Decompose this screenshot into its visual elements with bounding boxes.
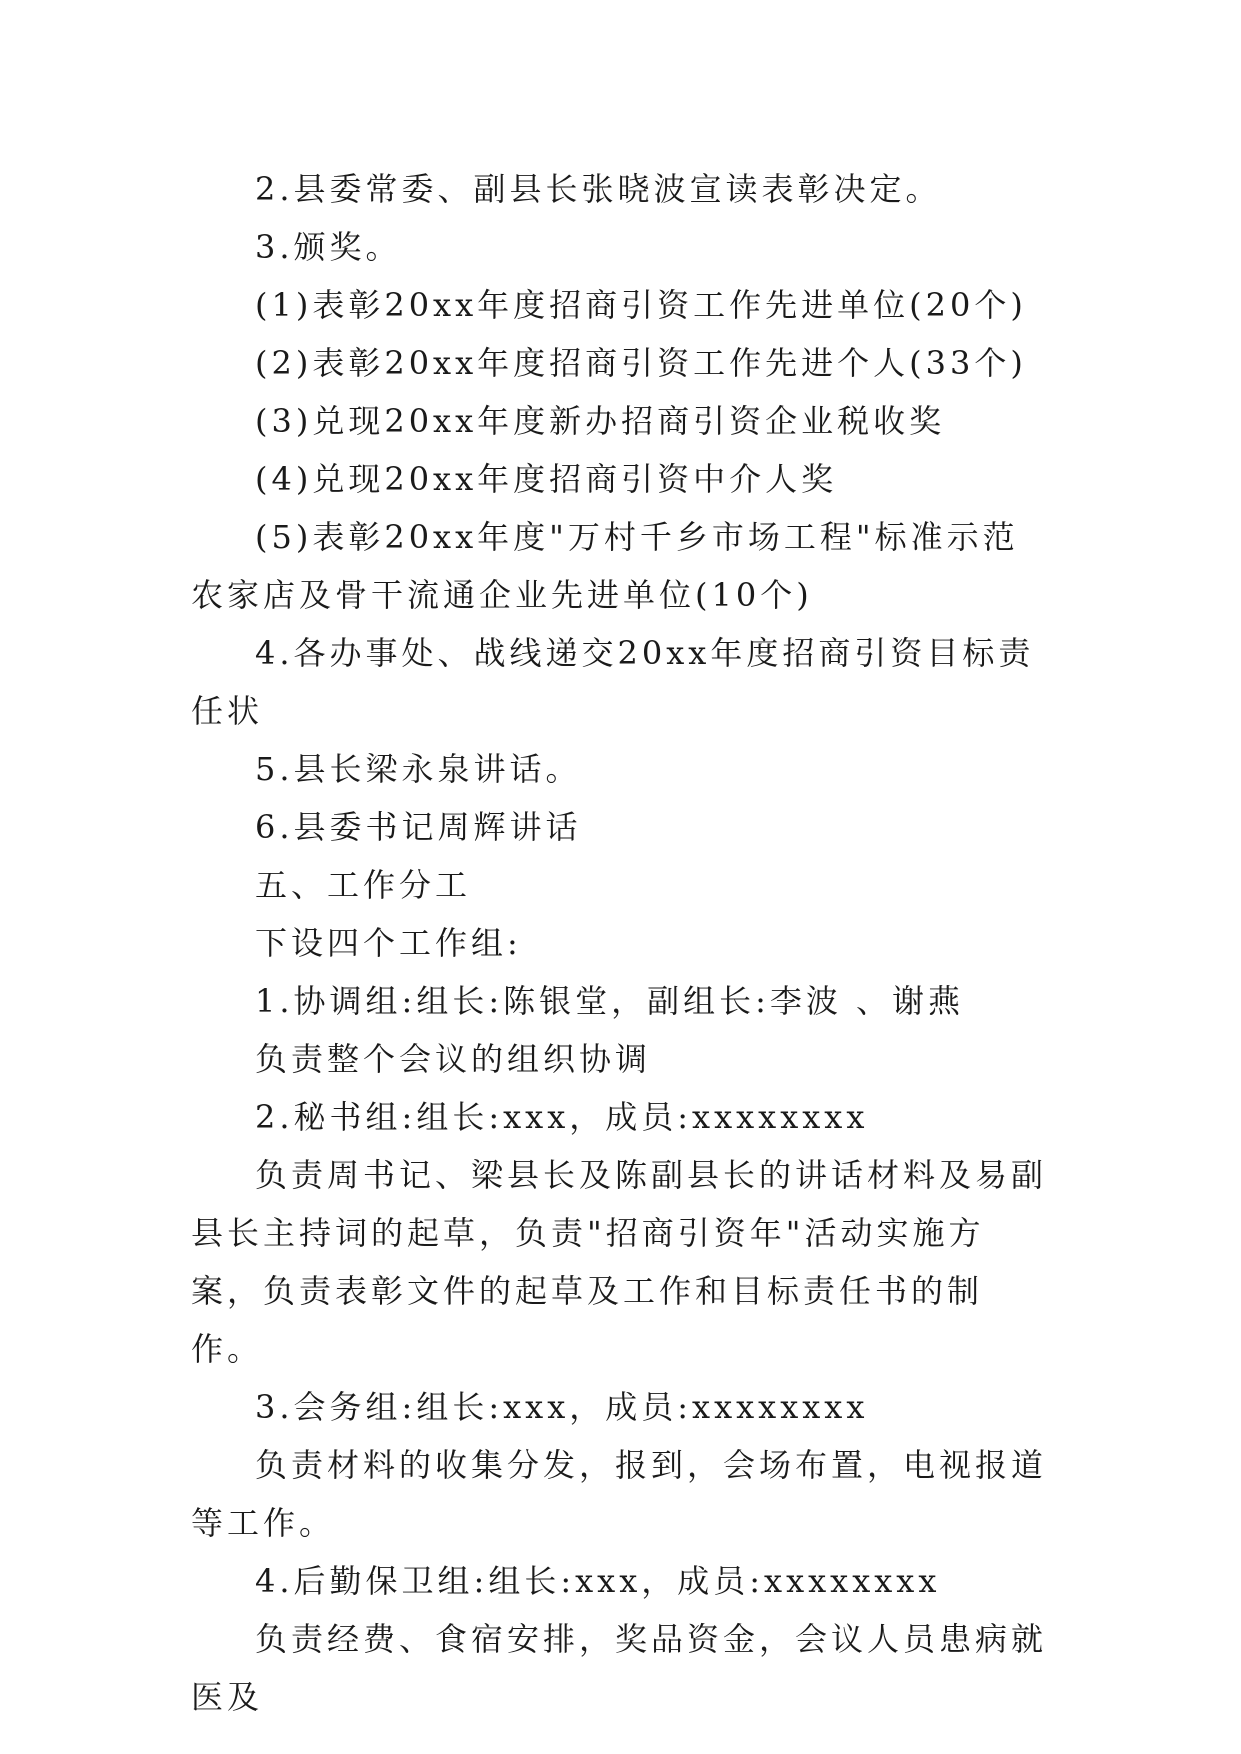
document-body — [191, 160, 1053, 1726]
paragraph-conference-duty: 负责材料的收集分发，报到，会场布置，电视报道等工作。 — [191, 1446, 1048, 1542]
paragraph-logistics-duty: 负责经费、食宿安排，奖品资金，会议人员患病就医及 — [191, 1620, 1048, 1716]
paragraph-tax-award: (3)兑现20xx年度新办招商引资企业税收奖 — [255, 402, 946, 440]
paragraph-secretary-speech: 6.县委书记周辉讲话 — [255, 808, 582, 846]
paragraph-award-units: (1)表彰20xx年度招商引资工作先进单位(20个) — [255, 286, 1027, 324]
paragraph-conference-group: 3.会务组:组长:xxx，成员:xxxxxxxx — [255, 1388, 869, 1426]
paragraph-coordination-group: 1.协调组:组长:陈银堂，副组长:李波 、谢燕 — [255, 982, 965, 1020]
paragraph-coordination-duty: 负责整个会议的组织协调 — [255, 1040, 652, 1078]
paragraph-secretariat-group: 2.秘书组:组长:xxx，成员:xxxxxxxx — [255, 1098, 869, 1136]
paragraph-responsibility-pledge: 4.各办事处、战线递交20xx年度招商引资目标责任状 — [191, 634, 1035, 730]
paragraph-agent-award: (4)兑现20xx年度招商引资中介人奖 — [255, 460, 838, 498]
paragraph-four-groups: 下设四个工作组: — [255, 924, 522, 962]
paragraph-county-head-speech: 5.县长梁永泉讲话。 — [255, 750, 582, 788]
paragraph-logistics-group: 4.后勤保卫组:组长:xxx，成员:xxxxxxxx — [255, 1562, 941, 1600]
paragraph-model-stores: (5)表彰20xx年度"万村千乡市场工程"标准示范农家店及骨干流通企业先进单位(10个) — [191, 518, 1019, 614]
paragraph-secretariat-duty: 负责周书记、梁县长及陈副县长的讲话材料及易副县长主持词的起草，负责"招商引资年"活动实施方案，负责表彰文件的起草及工作和目标责任书的制作。 — [191, 1156, 1048, 1368]
paragraph-award-individuals: (2)表彰20xx年度招商引资工作先进个人(33个) — [255, 344, 1027, 382]
section-heading-division-of-work: 五、工作分工 — [255, 866, 472, 904]
paragraph-read-decision: 2.县委常委、副县长张晓波宣读表彰决定。 — [255, 170, 942, 208]
paragraph-awards: 3.颁奖。 — [255, 228, 402, 266]
